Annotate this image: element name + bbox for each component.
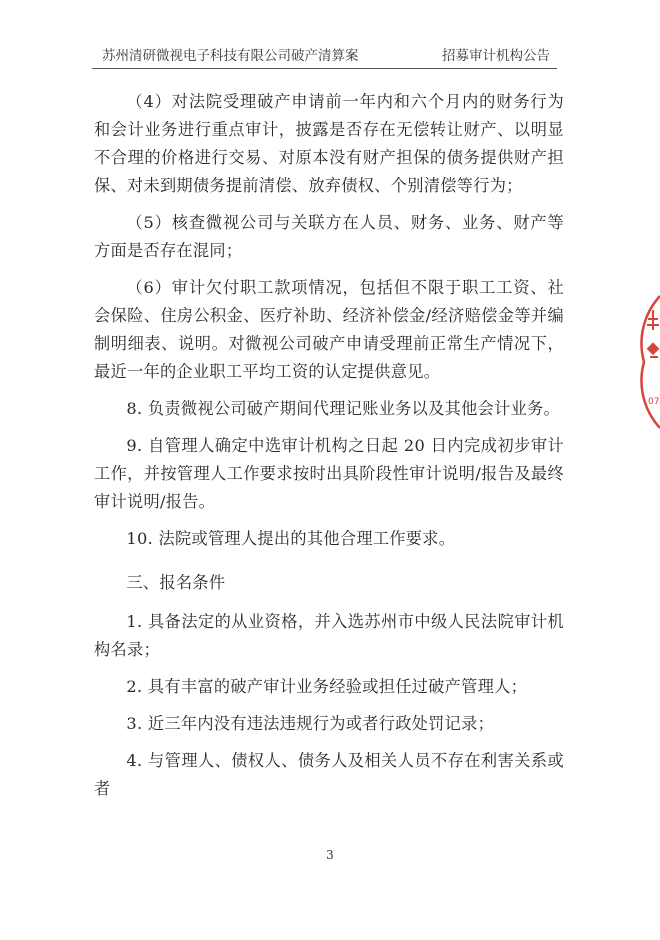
page-header xyxy=(92,42,550,66)
paragraph-item-8: 8. 负责微视公司破产期间代理记账业务以及其他会计业务。 xyxy=(126,399,561,418)
page-number: 3 xyxy=(326,848,334,862)
header-case-title: 苏州清研微视电子科技有限公司破产清算案 xyxy=(102,48,359,64)
paragraph-audit-item-4: （4）对法院受理破产申请前一年内和六个月内的财务行为和会计业务进行重点审计，披露是否存在无偿转让财产、以明显不合理的价格进行交易、对原本没有财产担保的债务提供财产担保、对未到期债务提前清偿、放弃债权、个别清偿等行为； xyxy=(94,92,564,195)
paragraph-item-10: 10. 法院或管理人提出的其他合理工作要求。 xyxy=(126,529,456,548)
header-rule xyxy=(92,68,557,69)
condition-item-1: 1. 具备法定的从业资格，并入选苏州市中级人民法院审计机构名录； xyxy=(94,612,564,659)
paragraph-item-9: 9. 自管理人确定中选审计机构之日起 20 日内完成初步审计工作，并按管理人工作要求按时出具阶段性审计说明/报告及最终审计说明/报告。 xyxy=(94,436,564,511)
document-body xyxy=(94,88,564,812)
section-title-eligibility: 三、报名条件 xyxy=(126,573,226,592)
paragraph-audit-item-5: （5）核查微视公司与关联方在人员、财务、业务、财产等方面是否存在混同； xyxy=(94,213,564,260)
condition-item-3: 3. 近三年内没有违法违规行为或者行政处罚记录； xyxy=(126,714,495,733)
condition-item-2: 2. 具有丰富的破产审计业务经验或担任过破产管理人； xyxy=(126,677,528,696)
seal-stamp-partial xyxy=(630,292,660,432)
svg-text:07: 07 xyxy=(648,397,660,407)
header-document-title: 招募审计机构公告 xyxy=(442,48,550,64)
condition-item-4: 4. 与管理人、债权人、债务人及相关人员不存在利害关系或者 xyxy=(94,751,564,798)
paragraph-audit-item-6: （6）审计欠付职工款项情况，包括但不限于职工工资、社会保险、住房公积金、医疗补助、经济补偿金/经济赔偿金等并编制明细表、说明。对微视公司破产申请受理前正常生产情况下，最近一年的企业职工平均工资的认定提供意见。 xyxy=(94,278,564,381)
